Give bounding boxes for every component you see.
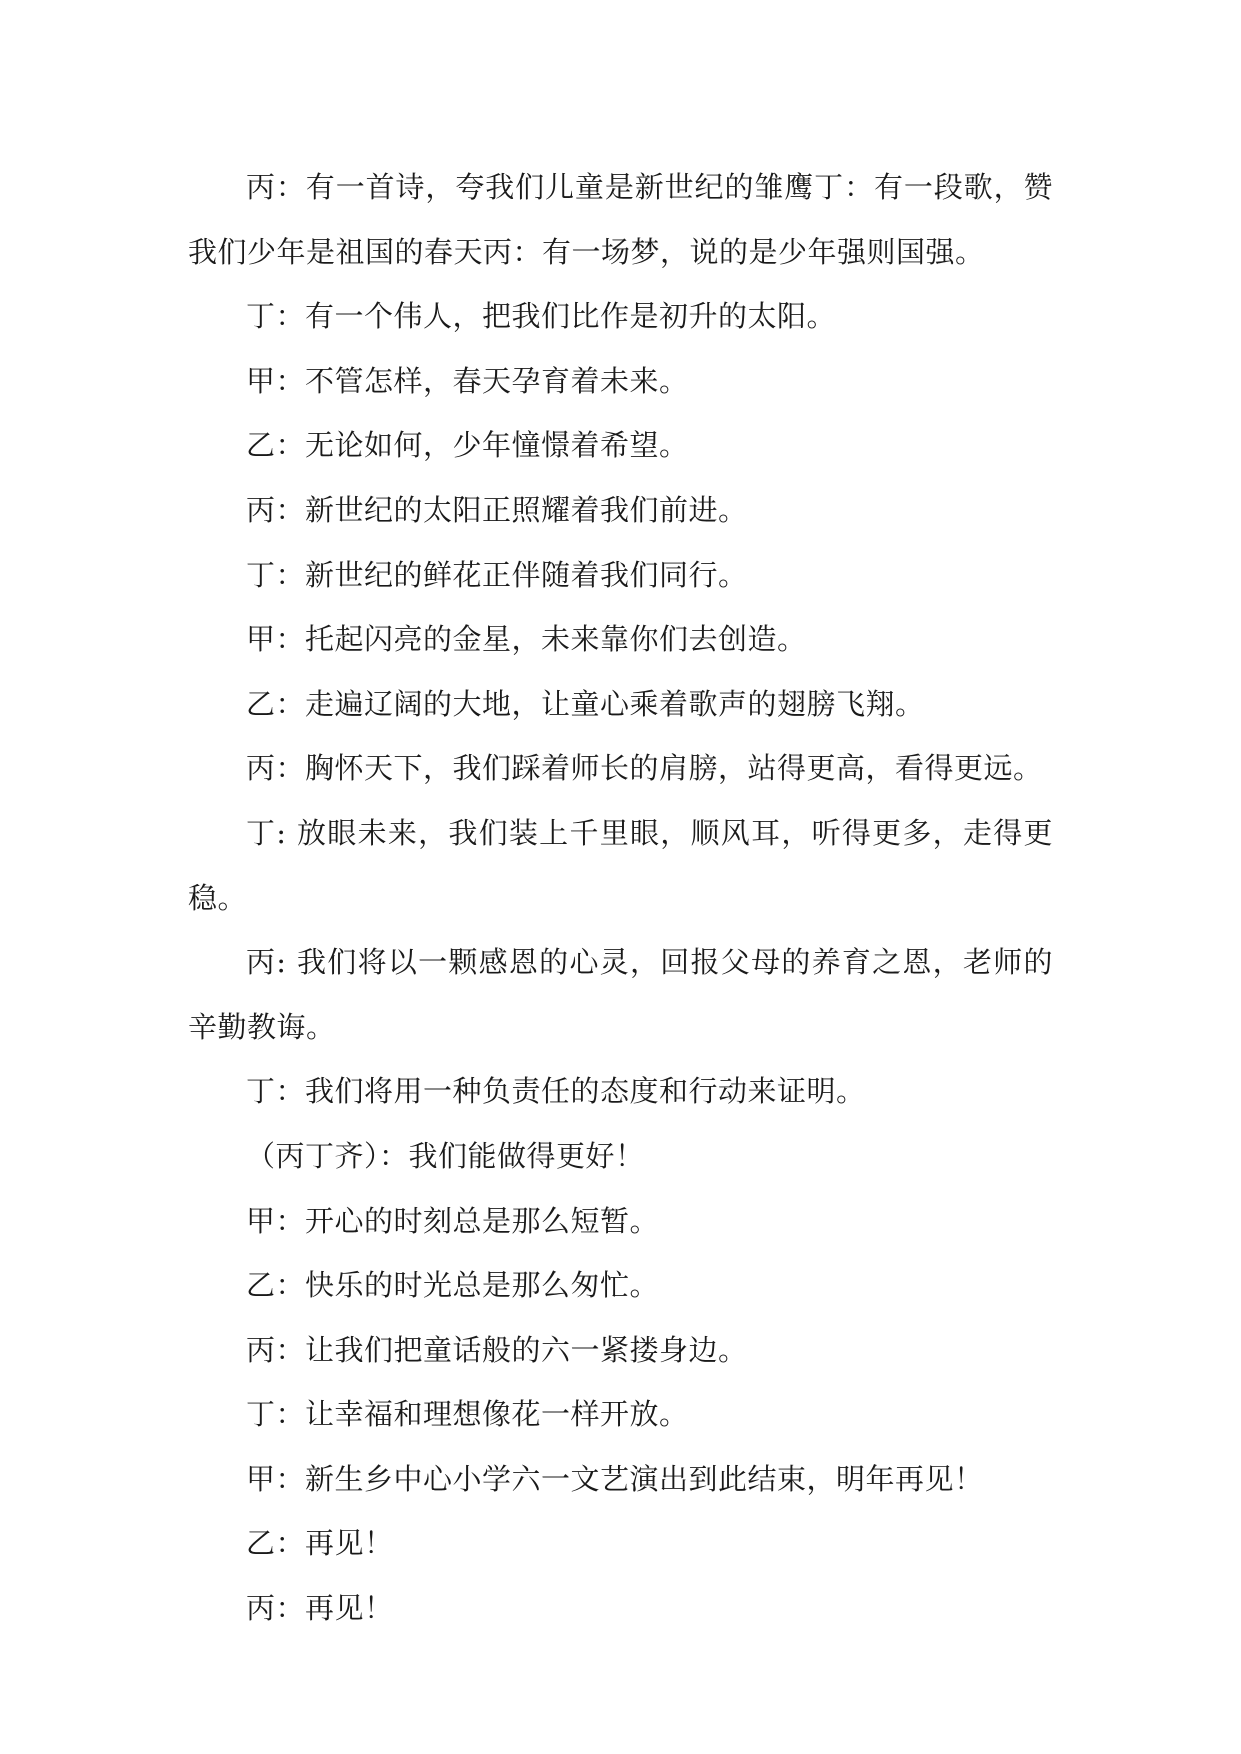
paragraph: 丁：新世纪的鲜花正伴随着我们同行。 [246,557,748,592]
paragraph: 甲：托起闪亮的金星，未来靠你们去创造。 [246,622,807,657]
paragraph: 丁：让幸福和理想像花一样开放。 [246,1397,689,1432]
document-body [188,155,1053,1641]
paragraph: 丙：新世纪的太阳正照耀着我们前进。 [246,492,748,527]
paragraph: 甲：开心的时刻总是那么短暂。 [246,1203,660,1238]
paragraph: 丙：让我们把童话般的六一紧搂身边。 [246,1332,748,1367]
paragraph: 甲：不管怎样，春天孕育着未来。 [246,363,689,398]
paragraph: 丁: 放眼未来，我们装上千里眼，顺风耳，听得更多，走得更稳。 [188,815,1053,915]
paragraph: 乙：无论如何，少年憧憬着希望。 [246,428,689,463]
paragraph: 甲：新生乡中心小学六一文艺演出到此结束，明年再见！ [246,1461,984,1496]
paragraph: 丙：胸怀天下，我们踩着师长的肩膀，站得更高，看得更远。 [246,751,1043,786]
paragraph: 丁：我们将用一种负责任的态度和行动来证明。 [246,1074,866,1109]
paragraph: 丙：再见！ [246,1591,394,1626]
paragraph: 丙: 我们将以一颗感恩的心灵，回报父母的养育之恩，老师的辛勤教诲。 [188,945,1053,1044]
paragraph: 丁：有一个伟人，把我们比作是初升的太阳。 [246,299,837,334]
paragraph: 乙：快乐的时光总是那么匆忙。 [246,1268,660,1303]
paragraph: 乙：再见！ [246,1526,394,1561]
paragraph: 丙：有一首诗，夸我们儿童是新世纪的雏鹰丁：有一段歌，赞我们少年是祖国的春天丙：有一场梦，说的是少年强则国强。 [188,170,1053,269]
paragraph: 乙：走遍辽阔的大地，让童心乘着歌声的翅膀飞翔。 [246,686,925,721]
paragraph: （丙丁齐）：我们能做得更好！ [246,1138,645,1173]
